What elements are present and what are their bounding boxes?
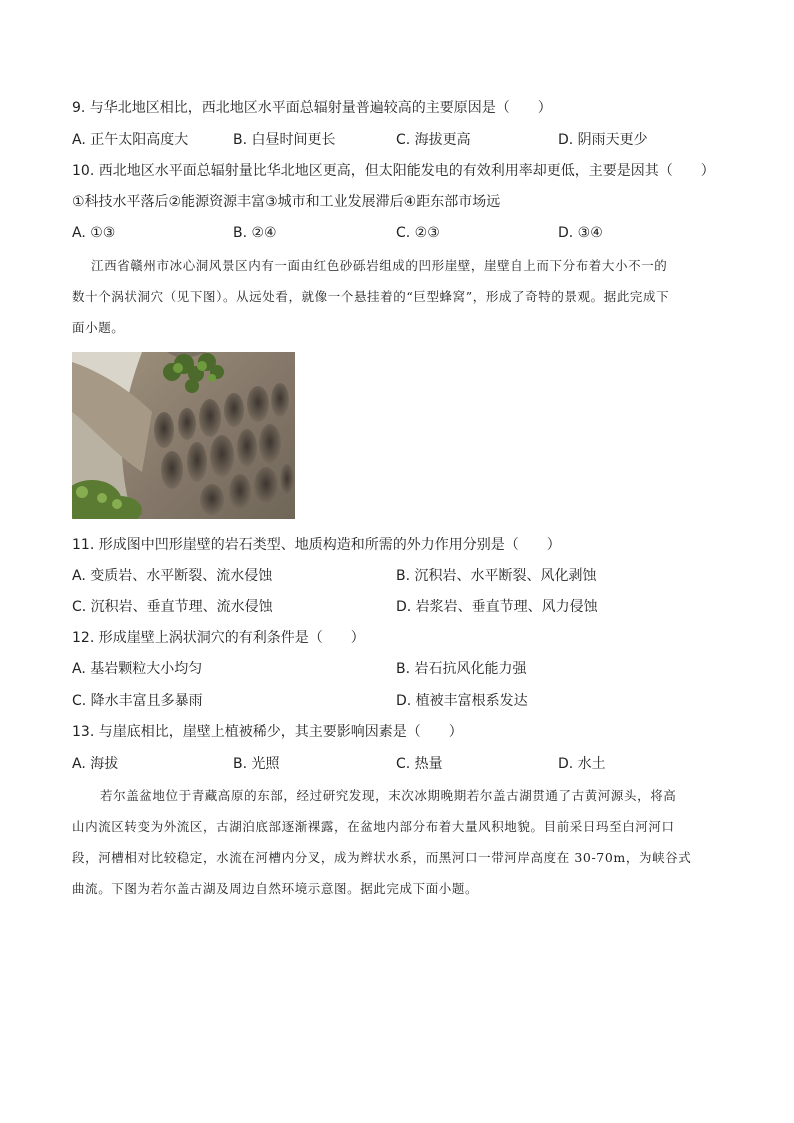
q12-option-a: A. 基岩颗粒大小均匀 — [72, 661, 203, 677]
q13-option-a: A. 海拔 — [72, 756, 119, 772]
question-10-statements: ①科技水平落后②能源资源丰富③城市和工业发展滞后④距东部市场远 — [72, 194, 501, 210]
q10-option-a: A. ①③ — [72, 225, 116, 241]
passage-line: 曲流。下图为若尔盖古湖及周边自然环境示意图。据此完成下面小题。 — [72, 881, 479, 896]
q13-option-b: B. 光照 — [233, 756, 280, 772]
q9-option-c: C. 海拔更高 — [396, 132, 471, 148]
passage-line: 若尔盖盆地位于青藏高原的东部，经过研究发现，末次冰期晚期若尔盖古湖贯通了古黄河源头，将高 — [100, 788, 677, 803]
passage-line: 数十个涡状洞穴（见下图）。从远处看，就像一个悬挂着的“巨型蜂窝”，形成了奇特的景观。据此完成下 — [72, 289, 670, 304]
q12-option-c: C. 降水丰富且多暴雨 — [72, 693, 203, 709]
q11-option-d: D. 岩浆岩、垂直节理、风力侵蚀 — [396, 599, 598, 615]
q11-option-a: A. 变质岩、水平断裂、流水侵蚀 — [72, 568, 273, 584]
question-9-stem: 9. 与华北地区相比，西北地区水平面总辐射量普遍较高的主要原因是（ ） — [72, 100, 552, 116]
q11-option-b: B. 沉积岩、水平断裂、风化剥蚀 — [396, 568, 597, 584]
q11-option-c: C. 沉积岩、垂直节理、流水侵蚀 — [72, 599, 273, 615]
question-12-stem: 12. 形成崖壁上涡状洞穴的有利条件是（ ） — [72, 630, 365, 646]
q12-option-d: D. 植被丰富根系发达 — [396, 693, 528, 709]
q12-option-b: B. 岩石抗风化能力强 — [396, 661, 527, 677]
passage-line: 江西省赣州市冰心洞风景区内有一面由红色砂砾岩组成的凹形崖壁，崖壁自上而下分布着大小不一的 — [91, 258, 668, 273]
passage-bingxin-cave — [72, 256, 722, 336]
q9-option-d: D. 阴雨天更少 — [558, 132, 648, 148]
honeycomb-cliff-photo — [72, 352, 295, 519]
q13-option-c: C. 热量 — [396, 756, 443, 772]
q13-option-d: D. 水土 — [558, 756, 606, 772]
passage-line: 山内流区转变为外流区，古湖泊底部逐渐裸露，在盆地内部分布着大量风积地貌。目前采日玛至白河河口 — [72, 819, 675, 834]
q10-option-d: D. ③④ — [558, 225, 603, 241]
q10-option-b: B. ②④ — [233, 225, 277, 241]
q10-option-c: C. ②③ — [396, 225, 440, 241]
passage-line: 面小题。 — [72, 320, 125, 335]
question-11-stem: 11. 形成图中凹形崖壁的岩石类型、地质构造和所需的外力作用分别是（ ） — [72, 537, 561, 553]
q9-option-a: A. 正午太阳高度大 — [72, 132, 189, 148]
passage-ruoergai-basin — [72, 786, 722, 896]
question-13-stem: 13. 与崖底相比，崖壁上植被稀少，其主要影响因素是（ ） — [72, 724, 463, 740]
q9-option-b: B. 白昼时间更长 — [233, 132, 336, 148]
passage-line: 段，河槽相对比较稳定，水流在河槽内分叉，成为辫状水系，而黑河口一带河岸高度在 30-70m，为峡谷式 — [72, 850, 692, 865]
question-10-stem: 10. 西北地区水平面总辐射量比华北地区更高，但太阳能发电的有效利用率却更低，主要是因其（ ） — [72, 163, 715, 179]
